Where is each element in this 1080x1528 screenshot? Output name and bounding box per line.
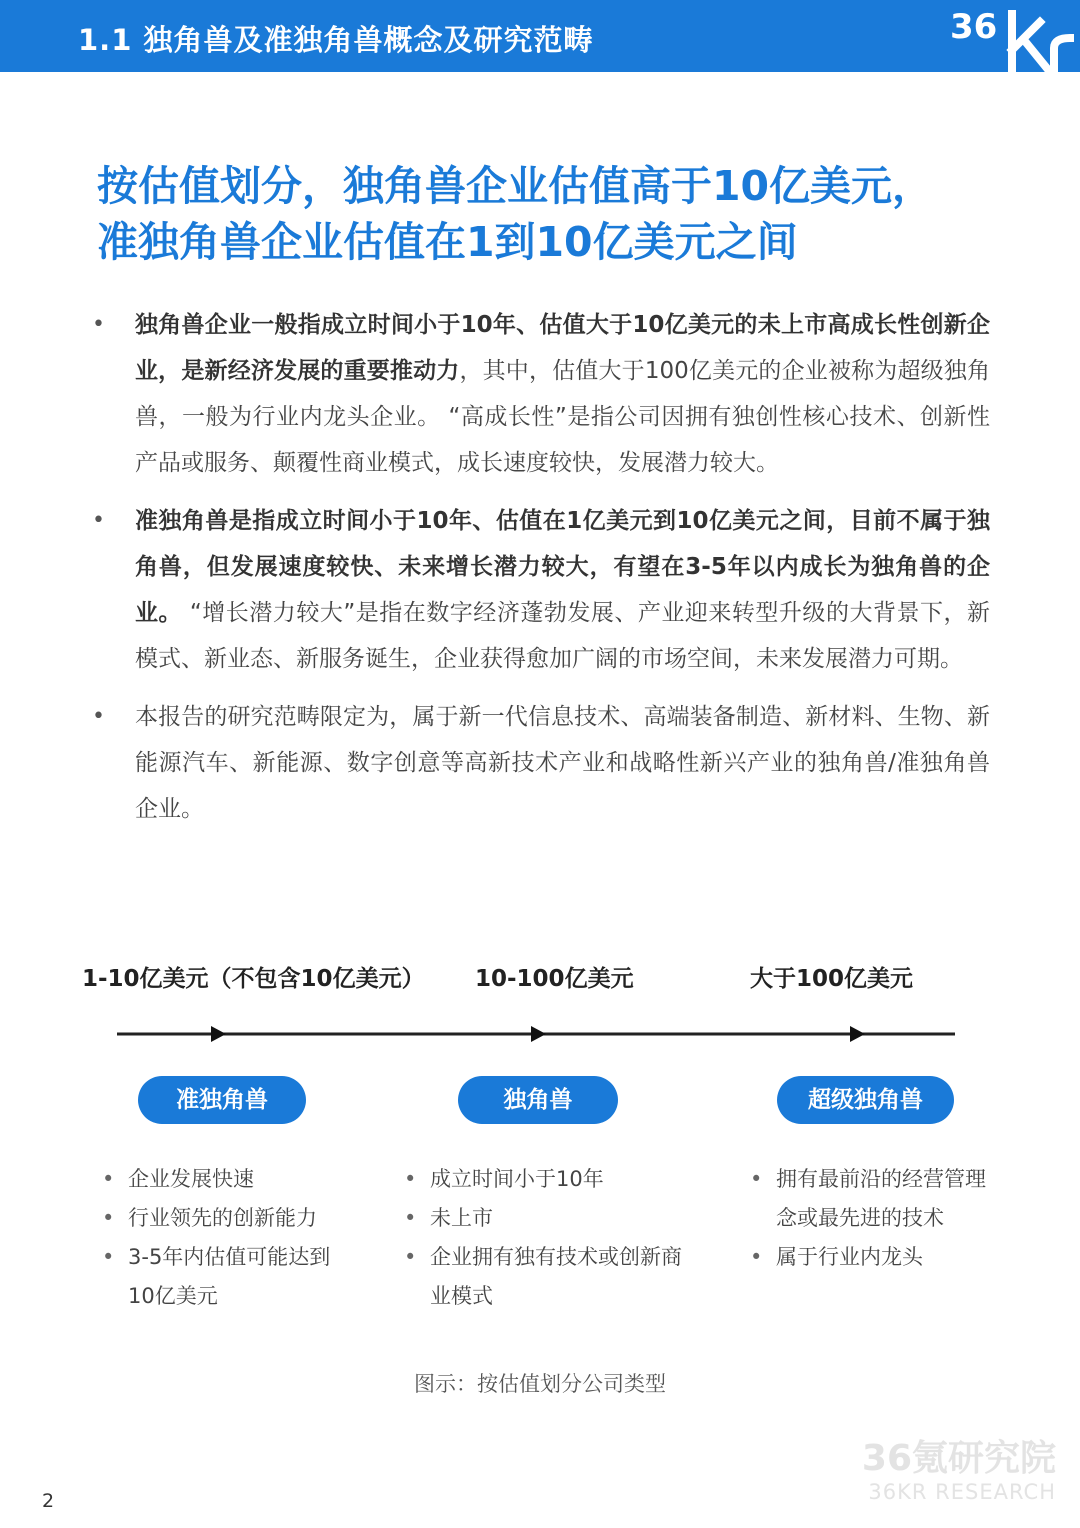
range-label-unicorn: 10-100亿美元 xyxy=(475,966,634,992)
headline xyxy=(97,158,997,270)
figure-caption: 图示：按估值划分公司类型 xyxy=(414,1372,666,1396)
bullet-item xyxy=(90,498,990,682)
headline-line-1: 按估值划分，独角兽企业估值高于10亿美元， xyxy=(97,162,934,210)
list-item: • 拥有最前沿的经营管理念或最先进的技术 xyxy=(750,1160,990,1238)
page-number: 2 xyxy=(42,1490,55,1512)
svg-text:36: 36 xyxy=(950,7,998,47)
list-item: • 3-5年内估值可能达到10亿美元 xyxy=(102,1238,342,1316)
level-badge-quasi-unicorn: 准独角兽 xyxy=(138,1076,306,1124)
watermark xyxy=(862,1438,1056,1504)
bullet-item xyxy=(90,694,990,832)
bullet-dot: • xyxy=(92,312,105,337)
bullet-text: “增长潜力较大”是指在数字经济蓬勃发展、产业迎来转型升级的大背景下，新模式、新业态、新服务诞生，企业获得愈加广阔的市场空间，未来发展潜力可期。 xyxy=(135,600,990,672)
list-item: • 未上市 xyxy=(404,1199,694,1238)
list-item: • 行业领先的创新能力 xyxy=(102,1199,342,1238)
list-item: • 企业拥有独有技术或创新商业模式 xyxy=(404,1238,694,1316)
features-super-unicorn xyxy=(750,1160,990,1277)
watermark-zh: 36氪研究院 xyxy=(861,1438,1056,1479)
list-item: • 成立时间小于10年 xyxy=(404,1160,694,1199)
bullet-dot: • xyxy=(92,704,105,729)
headline-line-2: 准独角兽企业估值在1到10亿美元之间 xyxy=(97,218,798,266)
bullet-item xyxy=(90,302,990,486)
list-item: • 企业发展快速 xyxy=(102,1160,342,1199)
list-item: • 属于行业内龙头 xyxy=(750,1238,990,1277)
range-label-quasi-unicorn: 1-10亿美元（不包含10亿美元） xyxy=(82,966,425,992)
bullet-bold-text: 准独角兽是指成立时间小于10年、估值在1亿美元到10亿美元之间，目前不属于独角兽，但发展速度较快、未来增长潜力较大，有望在3-5年以内成长为独角兽的企业。 xyxy=(135,508,990,626)
range-label-super-unicorn: 大于100亿美元 xyxy=(750,966,914,992)
bullet-bold-text: 独角兽企业一般指成立时间小于10年、估值大于10亿美元的未上市高成长性创新企业，是新经济发展的重要推动力 xyxy=(135,312,990,384)
valuation-timeline xyxy=(0,1010,1080,1058)
features-quasi-unicorn xyxy=(102,1160,342,1316)
features-unicorn xyxy=(404,1160,694,1316)
timeline-arrow-icon xyxy=(211,1026,226,1042)
header-bar xyxy=(0,0,1080,72)
watermark-en: 36KR RESEARCH xyxy=(868,1480,1056,1504)
section-title: 1.1 独角兽及准独角兽概念及研究范畴 xyxy=(78,23,594,57)
level-badge-unicorn: 独角兽 xyxy=(458,1076,618,1124)
bullet-text: 本报告的研究范畴限定为，属于新一代信息技术、高端装备制造、新材料、生物、新能源汽车、新能源、数字创意等高新技术产业和战略性新兴产业的独角兽/准独角兽企业。 xyxy=(135,704,990,822)
bullet-list xyxy=(90,302,990,844)
timeline-arrow-icon xyxy=(850,1026,865,1042)
bullet-text: ，其中，估值大于100亿美元的企业被称为超级独角兽，一般为行业内龙头企业。 “高成长性”是指公司因拥有独创性核心技术、创新性产品或服务、颠覆性商业模式，成长速度较快，发展潜力较大。 xyxy=(135,358,990,476)
level-badge-super-unicorn: 超级独角兽 xyxy=(777,1076,954,1124)
36kr-logo xyxy=(940,0,1080,72)
bullet-dot: • xyxy=(92,508,105,533)
timeline-arrow-icon xyxy=(531,1026,546,1042)
